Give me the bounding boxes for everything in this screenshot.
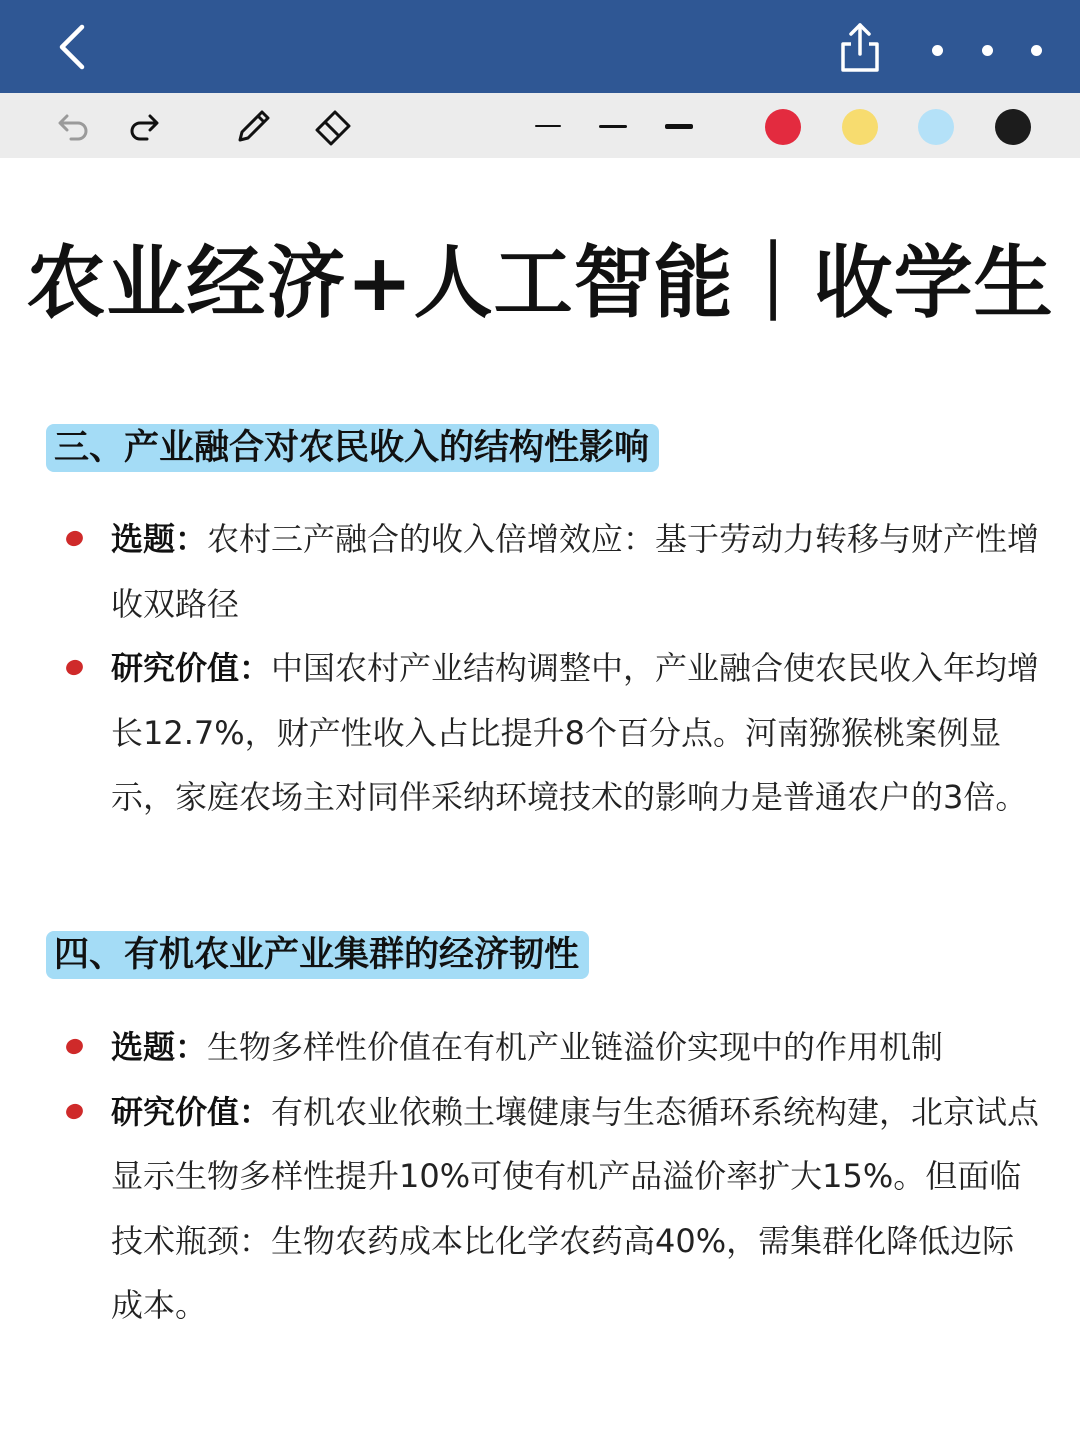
value-text: 中国农村产业结构调整中，产业融合使农民收入年均增长12.7%，财产性收入占比提升8个百分点。河南猕猴桃案例显示，家庭农场主对同伴采纳环境技术的影响力是普通农户的3倍。 [111,649,1040,816]
more-horizontal-icon [982,45,993,56]
eraser-tool-button[interactable] [308,101,358,151]
section-heading: 四、有机农业产业集群的经济韧性 [46,931,589,979]
color-swatch-light-blue[interactable] [918,109,954,145]
section-list [0,1015,1080,1338]
topic-text: 农村三产融合的收入倍增效应：基于劳动力转移与财产性增收双路径 [111,520,1040,623]
bullet-dot-icon [64,529,85,549]
app-bar [0,0,1080,93]
annotation-toolbar [0,93,1080,158]
bullet-dot-icon [64,1037,85,1057]
list-item [0,1015,1080,1080]
stroke-medium-icon [599,125,627,128]
more-horizontal-icon [932,45,943,56]
topic-label: 选题： [111,520,208,558]
list-item [0,1080,1080,1338]
pencil-icon [232,104,276,148]
pen-tool-button[interactable] [229,101,279,151]
value-text: 有机农业依赖土壤健康与生态循环系统构建，北京试点显示生物多样性提升10%可使有机产品溢价率扩大15%。但面临技术瓶颈：生物农药成本比化学农药高40%，需集群化降低边际成本。 [111,1092,1040,1324]
document-title: 农业经济+人工智能｜收学生 [26,237,1054,329]
stroke-thick-icon [665,124,693,129]
value-label: 研究价值： [111,1092,272,1131]
value-label: 研究价值： [111,649,272,687]
more-options-button[interactable] [932,30,1042,70]
redo-icon [126,106,166,146]
undo-icon [51,106,91,146]
stroke-thin-button[interactable] [524,101,572,151]
topic-text: 生物多样性价值在有机产业链溢价实现中的作用机制 [207,1028,944,1066]
bullet-dot-icon [64,658,85,678]
stroke-thick-button[interactable] [655,101,703,151]
stroke-medium-button[interactable] [589,101,637,151]
chevron-left-icon [54,23,90,71]
section-heading: 三、产业融合对农民收入的结构性影响 [46,424,659,472]
eraser-icon [311,104,355,148]
back-button[interactable] [48,22,96,72]
redo-button[interactable] [121,101,171,151]
share-icon [838,20,882,74]
section-list [0,507,1080,830]
bullet-dot-icon [64,1101,85,1121]
undo-button[interactable] [46,101,96,151]
stroke-thin-icon [535,125,561,127]
share-button[interactable] [834,18,886,76]
list-item [0,636,1080,830]
topic-label: 选题： [111,1028,208,1066]
list-item [0,507,1080,636]
color-swatch-black[interactable] [995,109,1031,145]
more-horizontal-icon [1031,45,1042,56]
color-swatch-yellow[interactable] [842,109,878,145]
color-swatch-red[interactable] [765,109,801,145]
